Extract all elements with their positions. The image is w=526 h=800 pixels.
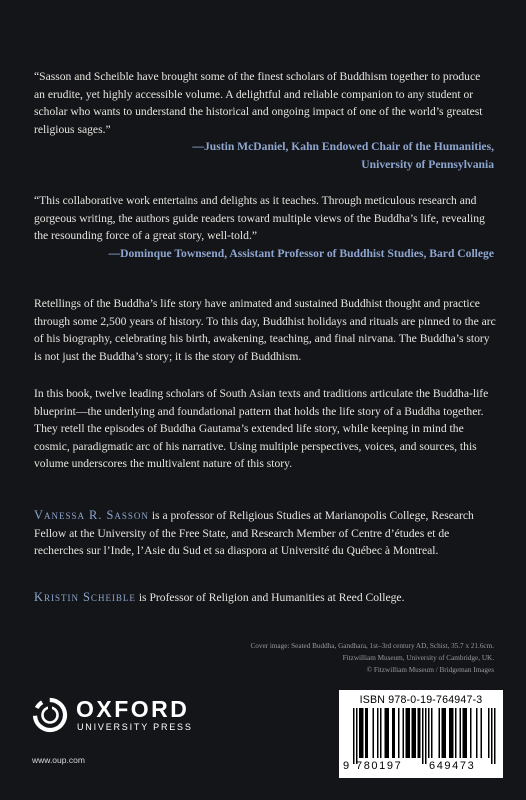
publisher-subname: UNIVERSITY PRESS bbox=[77, 722, 193, 732]
barcode-bar bbox=[451, 708, 453, 758]
barcode-bar bbox=[476, 708, 478, 758]
barcode-bar bbox=[442, 708, 444, 758]
barcode-left-group: 780197 bbox=[356, 760, 403, 772]
barcode-bar bbox=[380, 708, 382, 758]
barcode-bar bbox=[481, 708, 483, 758]
publisher-website[interactable]: www.oup.com bbox=[32, 755, 85, 765]
barcode-bar bbox=[455, 708, 457, 758]
barcode-bar bbox=[494, 708, 496, 764]
barcode-digits bbox=[339, 760, 503, 774]
credit-line: Cover image: Seated Buddha, Gandhara, 1st–3rd century AD, Schist, 35.7 x 21.6cm. bbox=[250, 642, 494, 650]
barcode-bar bbox=[443, 708, 445, 758]
endorsement-quote-2 bbox=[34, 192, 494, 262]
barcode-bar bbox=[377, 708, 379, 758]
barcode-bar bbox=[449, 708, 451, 758]
quote-attribution: —Dominque Townsend, Assistant Professor of Buddhist Studies, Bard College bbox=[108, 246, 494, 260]
barcode-bar bbox=[422, 708, 424, 764]
barcode-bar bbox=[398, 708, 400, 758]
barcode-bar bbox=[407, 708, 409, 758]
barcode-bar bbox=[365, 708, 367, 758]
barcode-bar bbox=[361, 708, 363, 758]
quote-text: “Sasson and Scheible have brought some of the finest scholars of Buddhism together to produce an erudite, yet highly accessible volume. A delightful and reliable companion to any student or scholar who wants to understand the historical and ongoing impact of one of the world’s greatest religious sages.” bbox=[34, 70, 483, 136]
barcode-bar bbox=[466, 708, 468, 758]
barcode-bar bbox=[406, 708, 408, 758]
quote-text: “This collaborative work entertains and delights as it teaches. Through meticulous research and gorgeous writing, the authors guide readers toward multiple views of the Buddha’s life, revealing the resounding force of a great story, well-told.” bbox=[34, 194, 485, 242]
barcode-bar bbox=[425, 708, 427, 764]
barcode-bar bbox=[439, 708, 441, 758]
barcode-bar bbox=[388, 708, 390, 758]
barcode-bar bbox=[452, 708, 454, 758]
barcode-lead-digit: 9 bbox=[343, 760, 350, 772]
barcode-bar bbox=[415, 708, 417, 758]
barcode-bar bbox=[409, 708, 411, 758]
barcode-bar bbox=[373, 708, 375, 758]
barcode-bar bbox=[460, 708, 462, 758]
barcode-bar bbox=[367, 708, 369, 758]
barcode-bar bbox=[470, 708, 472, 758]
barcode-bar bbox=[394, 708, 396, 758]
publisher-name: OXFORD bbox=[76, 696, 190, 722]
author-bio-text: is Professor of Religion and Humanities at Reed College. bbox=[135, 591, 405, 604]
barcode-bar bbox=[463, 708, 465, 758]
description-paragraph-2: In this book, twelve leading scholars of South Asian texts and traditions articulate the Buddha-life blueprint—the underlying and foundational pattern that holds the life story of a Buddha together. They retell the episodes of Buddha Gautama’s extended life story, while keeping in mind the cosmic, paradigmatic arc of his narrative. Using multiple perspectives, voices, and sources, this volume underscores the multivalent nature of this story. bbox=[34, 387, 489, 470]
quote-attribution: —Justin McDaniel, Kahn Endowed Chair of the Humanities, bbox=[192, 140, 494, 153]
isbn-label: ISBN 978-0-19-764947-3 bbox=[359, 694, 483, 706]
barcode-bar bbox=[392, 708, 394, 758]
barcode-bar bbox=[353, 708, 355, 764]
barcode-bar bbox=[359, 708, 361, 758]
barcode-right-group: 649473 bbox=[429, 760, 476, 772]
barcode-bar bbox=[464, 708, 466, 758]
barcode-bar bbox=[419, 708, 421, 758]
barcode-bar bbox=[431, 708, 433, 758]
endorsement-quote-1 bbox=[34, 68, 494, 173]
barcode-bar bbox=[403, 708, 405, 758]
cover-image-credit bbox=[194, 641, 494, 676]
quote-attribution-affiliation: University of Pennsylvania bbox=[361, 157, 494, 171]
author-bio-scheible bbox=[34, 589, 496, 607]
author-name: Vanessa R. Sasson bbox=[34, 508, 149, 522]
barcode-bar bbox=[418, 708, 420, 758]
barcode-bar bbox=[356, 708, 358, 764]
author-bio-text: is a professor of Religious Studies at Marianopolis College, Research Fellow at the University of the Free State, and Research Member of Centre d’études et de recherches sur l’Inde, l’Asie du Sud et sa diaspora at Université du Québec à Montreal. bbox=[34, 509, 474, 557]
barcode-bar bbox=[491, 708, 493, 764]
barcode-bar bbox=[386, 708, 388, 758]
oxford-emblem-icon bbox=[32, 697, 68, 733]
barcode-bar bbox=[412, 708, 414, 758]
credit-line: © Fitzwilliam Museum / Bridgeman Images bbox=[366, 665, 494, 674]
barcode-bar bbox=[428, 708, 430, 758]
description-paragraph-1: Retellings of the Buddha’s life story have animated and sustained Buddhist thought and practice through some 2,500 years of history. To this day, Buddhist holidays and rituals are pinned to the arc of his biography, celebrating his birth, awakening, teaching, and final nirvana. The Buddha’s story is not just the Buddha’s story; it is the story of Buddhism. bbox=[34, 297, 496, 363]
author-name: Kristin Scheible bbox=[34, 590, 136, 604]
barcode-bar bbox=[385, 708, 387, 758]
isbn-barcode bbox=[339, 690, 503, 778]
barcode-bar bbox=[488, 708, 490, 758]
credit-line: Fitzwilliam Museum, University of Cambridge, UK. bbox=[342, 653, 494, 662]
barcode-bar bbox=[445, 708, 447, 758]
author-bio-sasson bbox=[34, 507, 496, 560]
oxford-logo bbox=[32, 697, 232, 739]
barcode-bar bbox=[362, 708, 364, 758]
barcode-bar bbox=[413, 708, 415, 758]
